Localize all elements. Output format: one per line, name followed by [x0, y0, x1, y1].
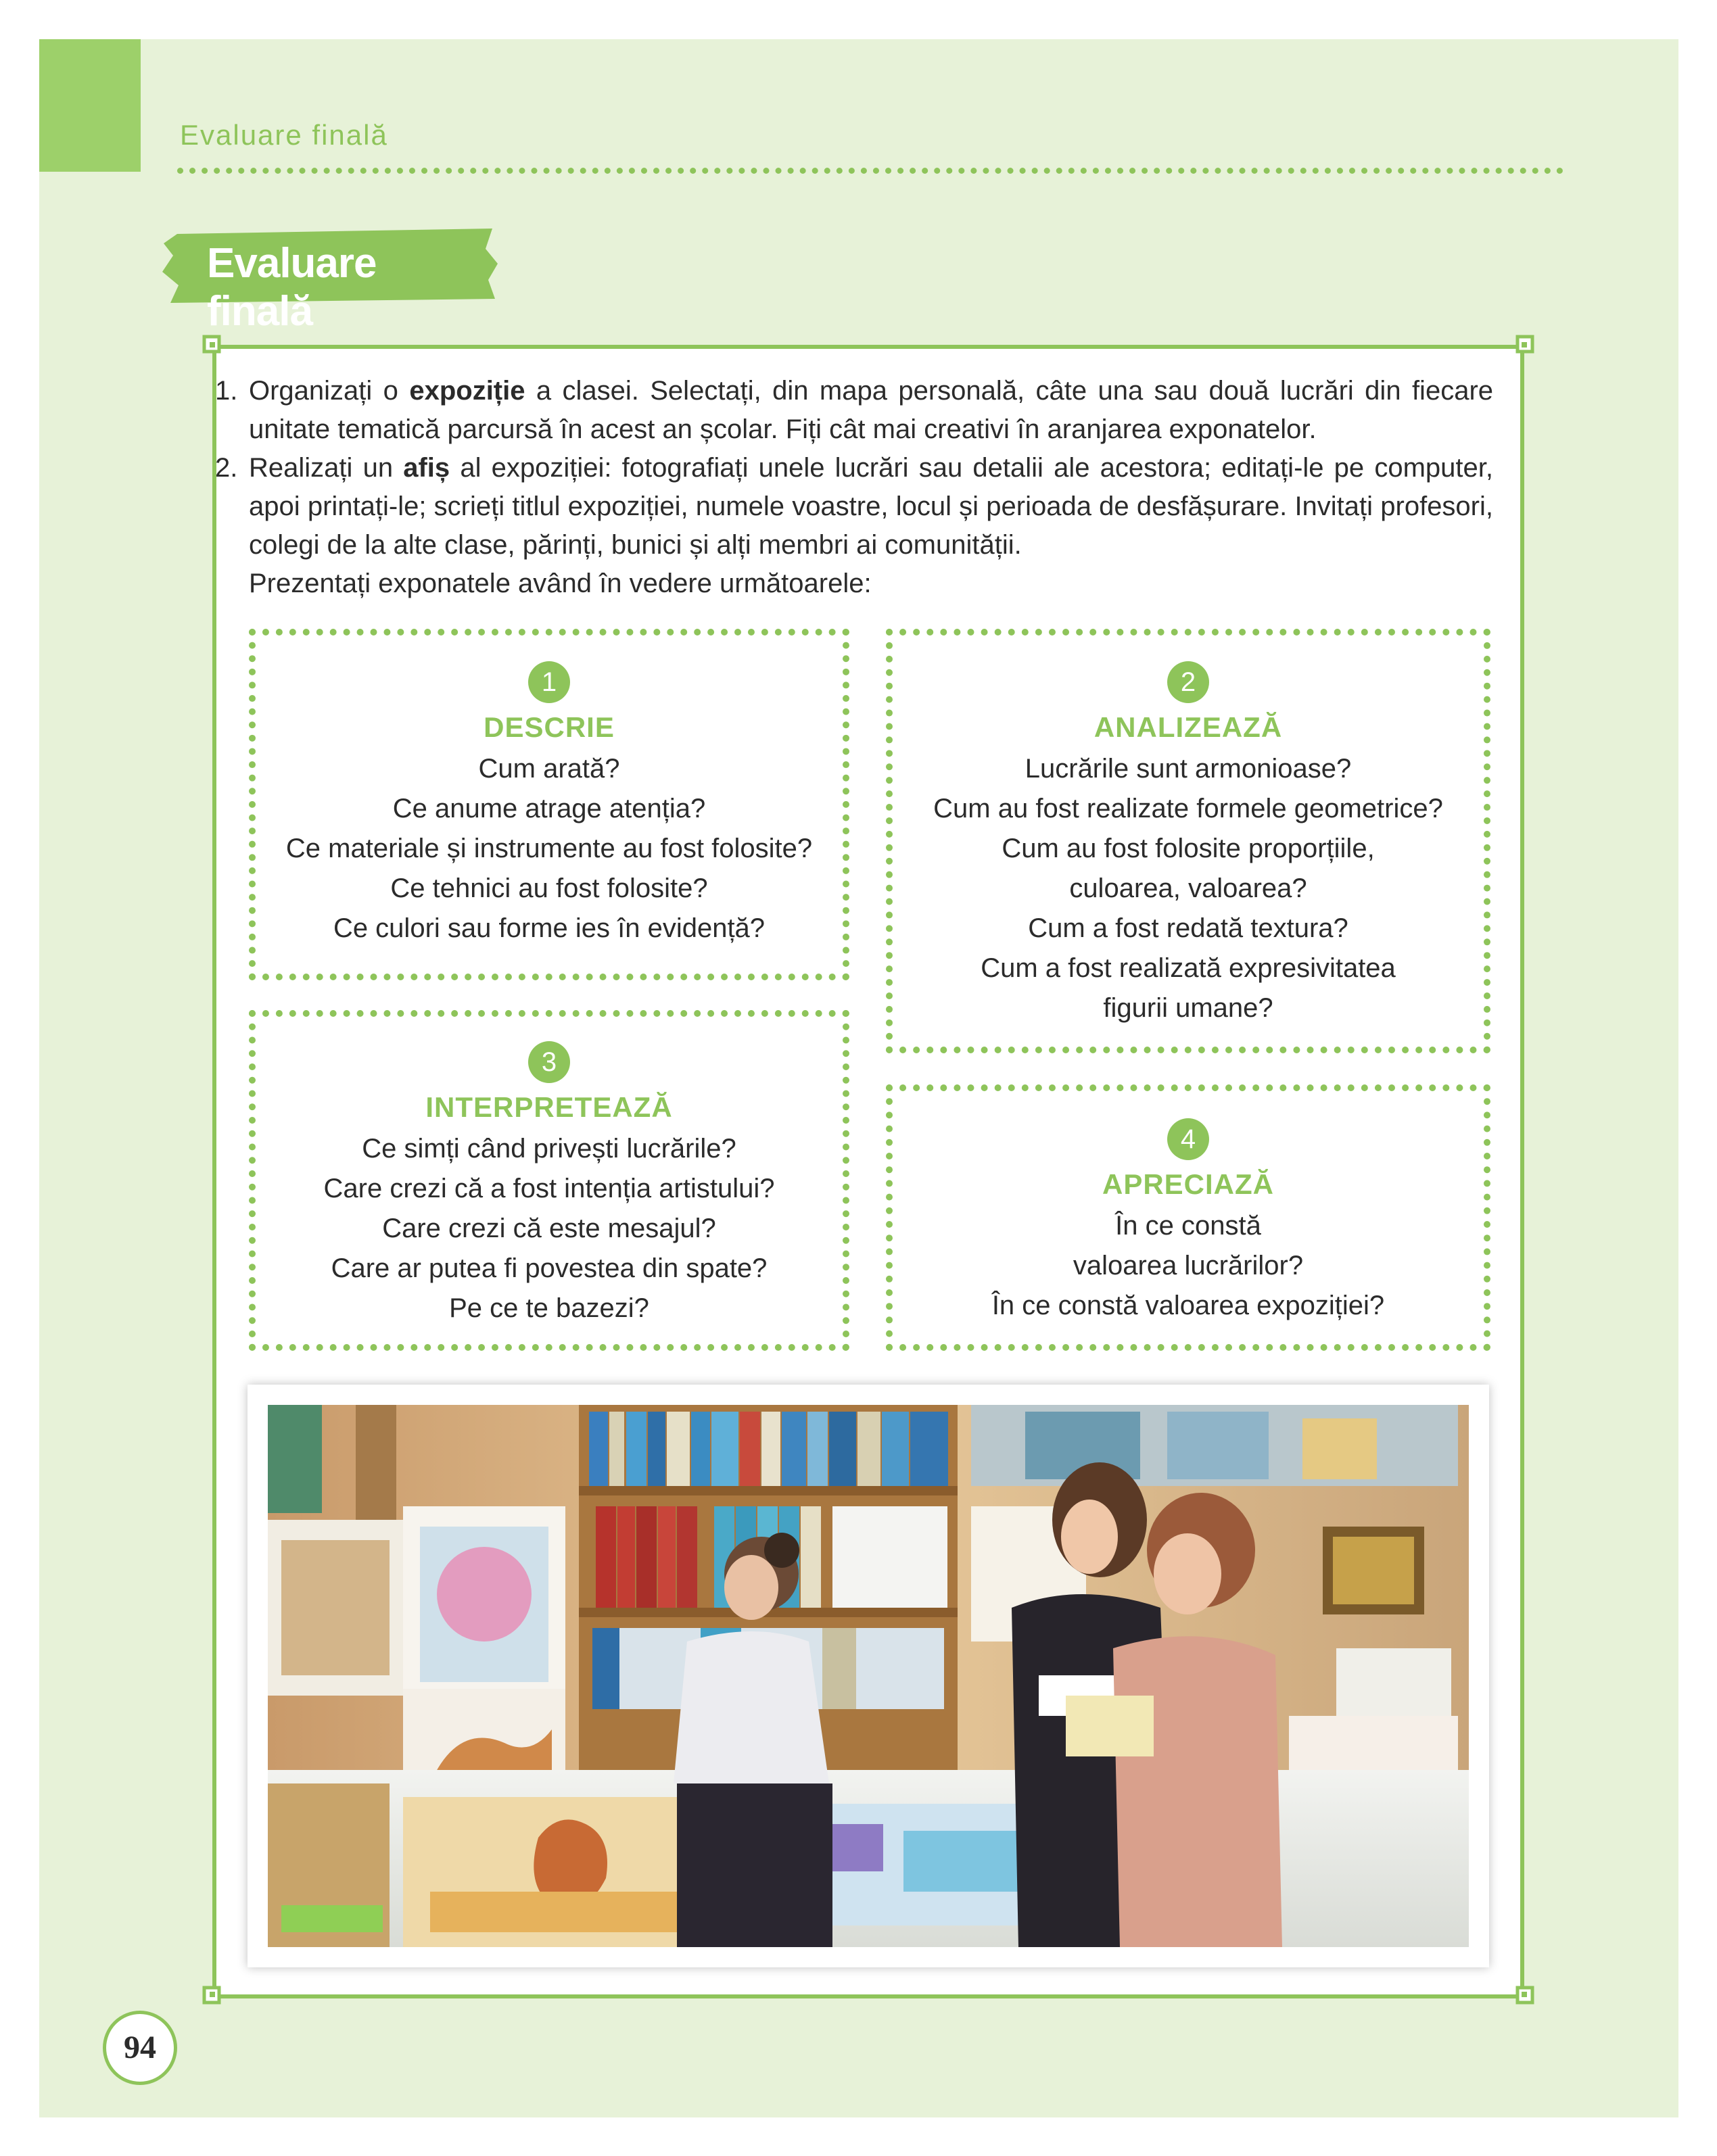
instruction-text-part: Organizați o — [249, 376, 410, 406]
instructions-list — [215, 372, 1493, 603]
frame-corner-ornament — [1509, 333, 1536, 360]
box-title: APRECIAZĂ — [1102, 1168, 1274, 1200]
instruction-text-part: a clasei. Selectați, din mapa personală, câte una sau două lucrări din fiecare unitate tematică parcursă în acest an școlar. Fiți cât mai creativi în aranjarea exponatelor. — [249, 376, 1494, 444]
box-question: Cum au fost folosite proporțiile, — [1002, 834, 1375, 863]
instruction-item — [215, 372, 1493, 449]
criteria-box-interpret — [249, 1010, 849, 1351]
box-title: DESCRIE — [484, 711, 615, 743]
box-questions — [256, 749, 843, 949]
box-title: ANALIZEAZĂ — [1093, 711, 1283, 743]
box-questions — [893, 1206, 1484, 1326]
box-question: În ce constă valoarea expoziției? — [991, 1291, 1385, 1320]
instruction-item — [215, 449, 1493, 565]
corner-tab — [39, 39, 141, 172]
instruction-number: 2. — [215, 453, 238, 483]
box-question: Cum arată? — [478, 754, 620, 784]
exhibition-photo — [268, 1405, 1469, 1947]
box-number-badge: 4 — [1167, 1118, 1209, 1160]
running-header: Evaluare finală — [180, 119, 388, 151]
instruction-text — [249, 372, 1493, 449]
box-number-badge: 2 — [1167, 661, 1209, 703]
box-number-badge: 3 — [528, 1041, 570, 1083]
box-title: INTERPRETEAZĂ — [425, 1091, 673, 1123]
frame-corner-ornament — [200, 333, 227, 360]
instruction-keyword: afiș — [403, 453, 450, 483]
frame-corner-ornament — [1509, 1980, 1536, 2007]
instruction-keyword: expoziție — [409, 376, 525, 406]
box-question: Lucrările sunt armonioase? — [1025, 754, 1352, 784]
box-question: Care crezi că a fost intenția artistului? — [323, 1174, 775, 1203]
box-question: Cum a fost realizată expresivitatea — [981, 953, 1396, 983]
header-dotted-rule — [177, 168, 1563, 174]
box-question: Ce culori sau forme ies în evidență? — [333, 913, 766, 943]
exhibition-photo-illustration — [268, 1405, 1469, 1947]
box-question: figurii umane? — [1103, 993, 1273, 1023]
box-number-badge: 1 — [528, 661, 570, 703]
box-questions — [256, 1129, 843, 1328]
instruction-text — [249, 449, 1493, 565]
box-question: Care ar putea fi povestea din spate? — [331, 1253, 768, 1283]
box-question: Ce materiale și instrumente au fost folosite? — [285, 834, 813, 863]
criteria-box-analyze — [886, 629, 1490, 1053]
instruction-text-part: Realizați un — [249, 453, 404, 483]
page-number: 94 — [103, 2011, 177, 2085]
photo-frame — [248, 1385, 1489, 1967]
box-questions — [893, 749, 1484, 1028]
box-question: valoarea lucrărilor? — [1073, 1251, 1304, 1280]
box-question: Cum a fost redată textura? — [1028, 913, 1348, 943]
criteria-box-appreciate — [886, 1084, 1490, 1351]
box-question: Care crezi că este mesajul? — [382, 1214, 716, 1243]
instruction-number: 1. — [215, 376, 238, 406]
criteria-box-describe — [249, 629, 849, 980]
box-question: Pe ce te bazezi? — [449, 1293, 649, 1323]
box-question: Ce simți când privești lucrările? — [362, 1134, 736, 1164]
frame-corner-ornament — [200, 1980, 227, 2007]
instruction-text-part: al expoziției: fotografiați unele lucrări sau detalii ale acestora; editați-le pe computer, apoi printați-le; scrieți titlul expoziției, numele voastre, locul și perioada de desfășurare. Invitați profesori, colegi de la alte clase, părinți, bunici și alți membri ai comunității. — [249, 453, 1493, 560]
box-question: Cum au fost realizate formele geometrice? — [933, 794, 1443, 823]
box-question: culoarea, valoarea? — [1069, 873, 1307, 903]
section-title-ribbon — [162, 229, 500, 335]
box-question: În ce constă — [1115, 1211, 1261, 1241]
box-question: Ce anume atrage atenția? — [392, 794, 706, 823]
box-question: Ce tehnici au fost folosite? — [390, 873, 708, 903]
section-title: Evaluare finală — [207, 240, 377, 335]
instructions-note: Prezentați exponatele având în vedere următoarele: — [249, 569, 872, 598]
